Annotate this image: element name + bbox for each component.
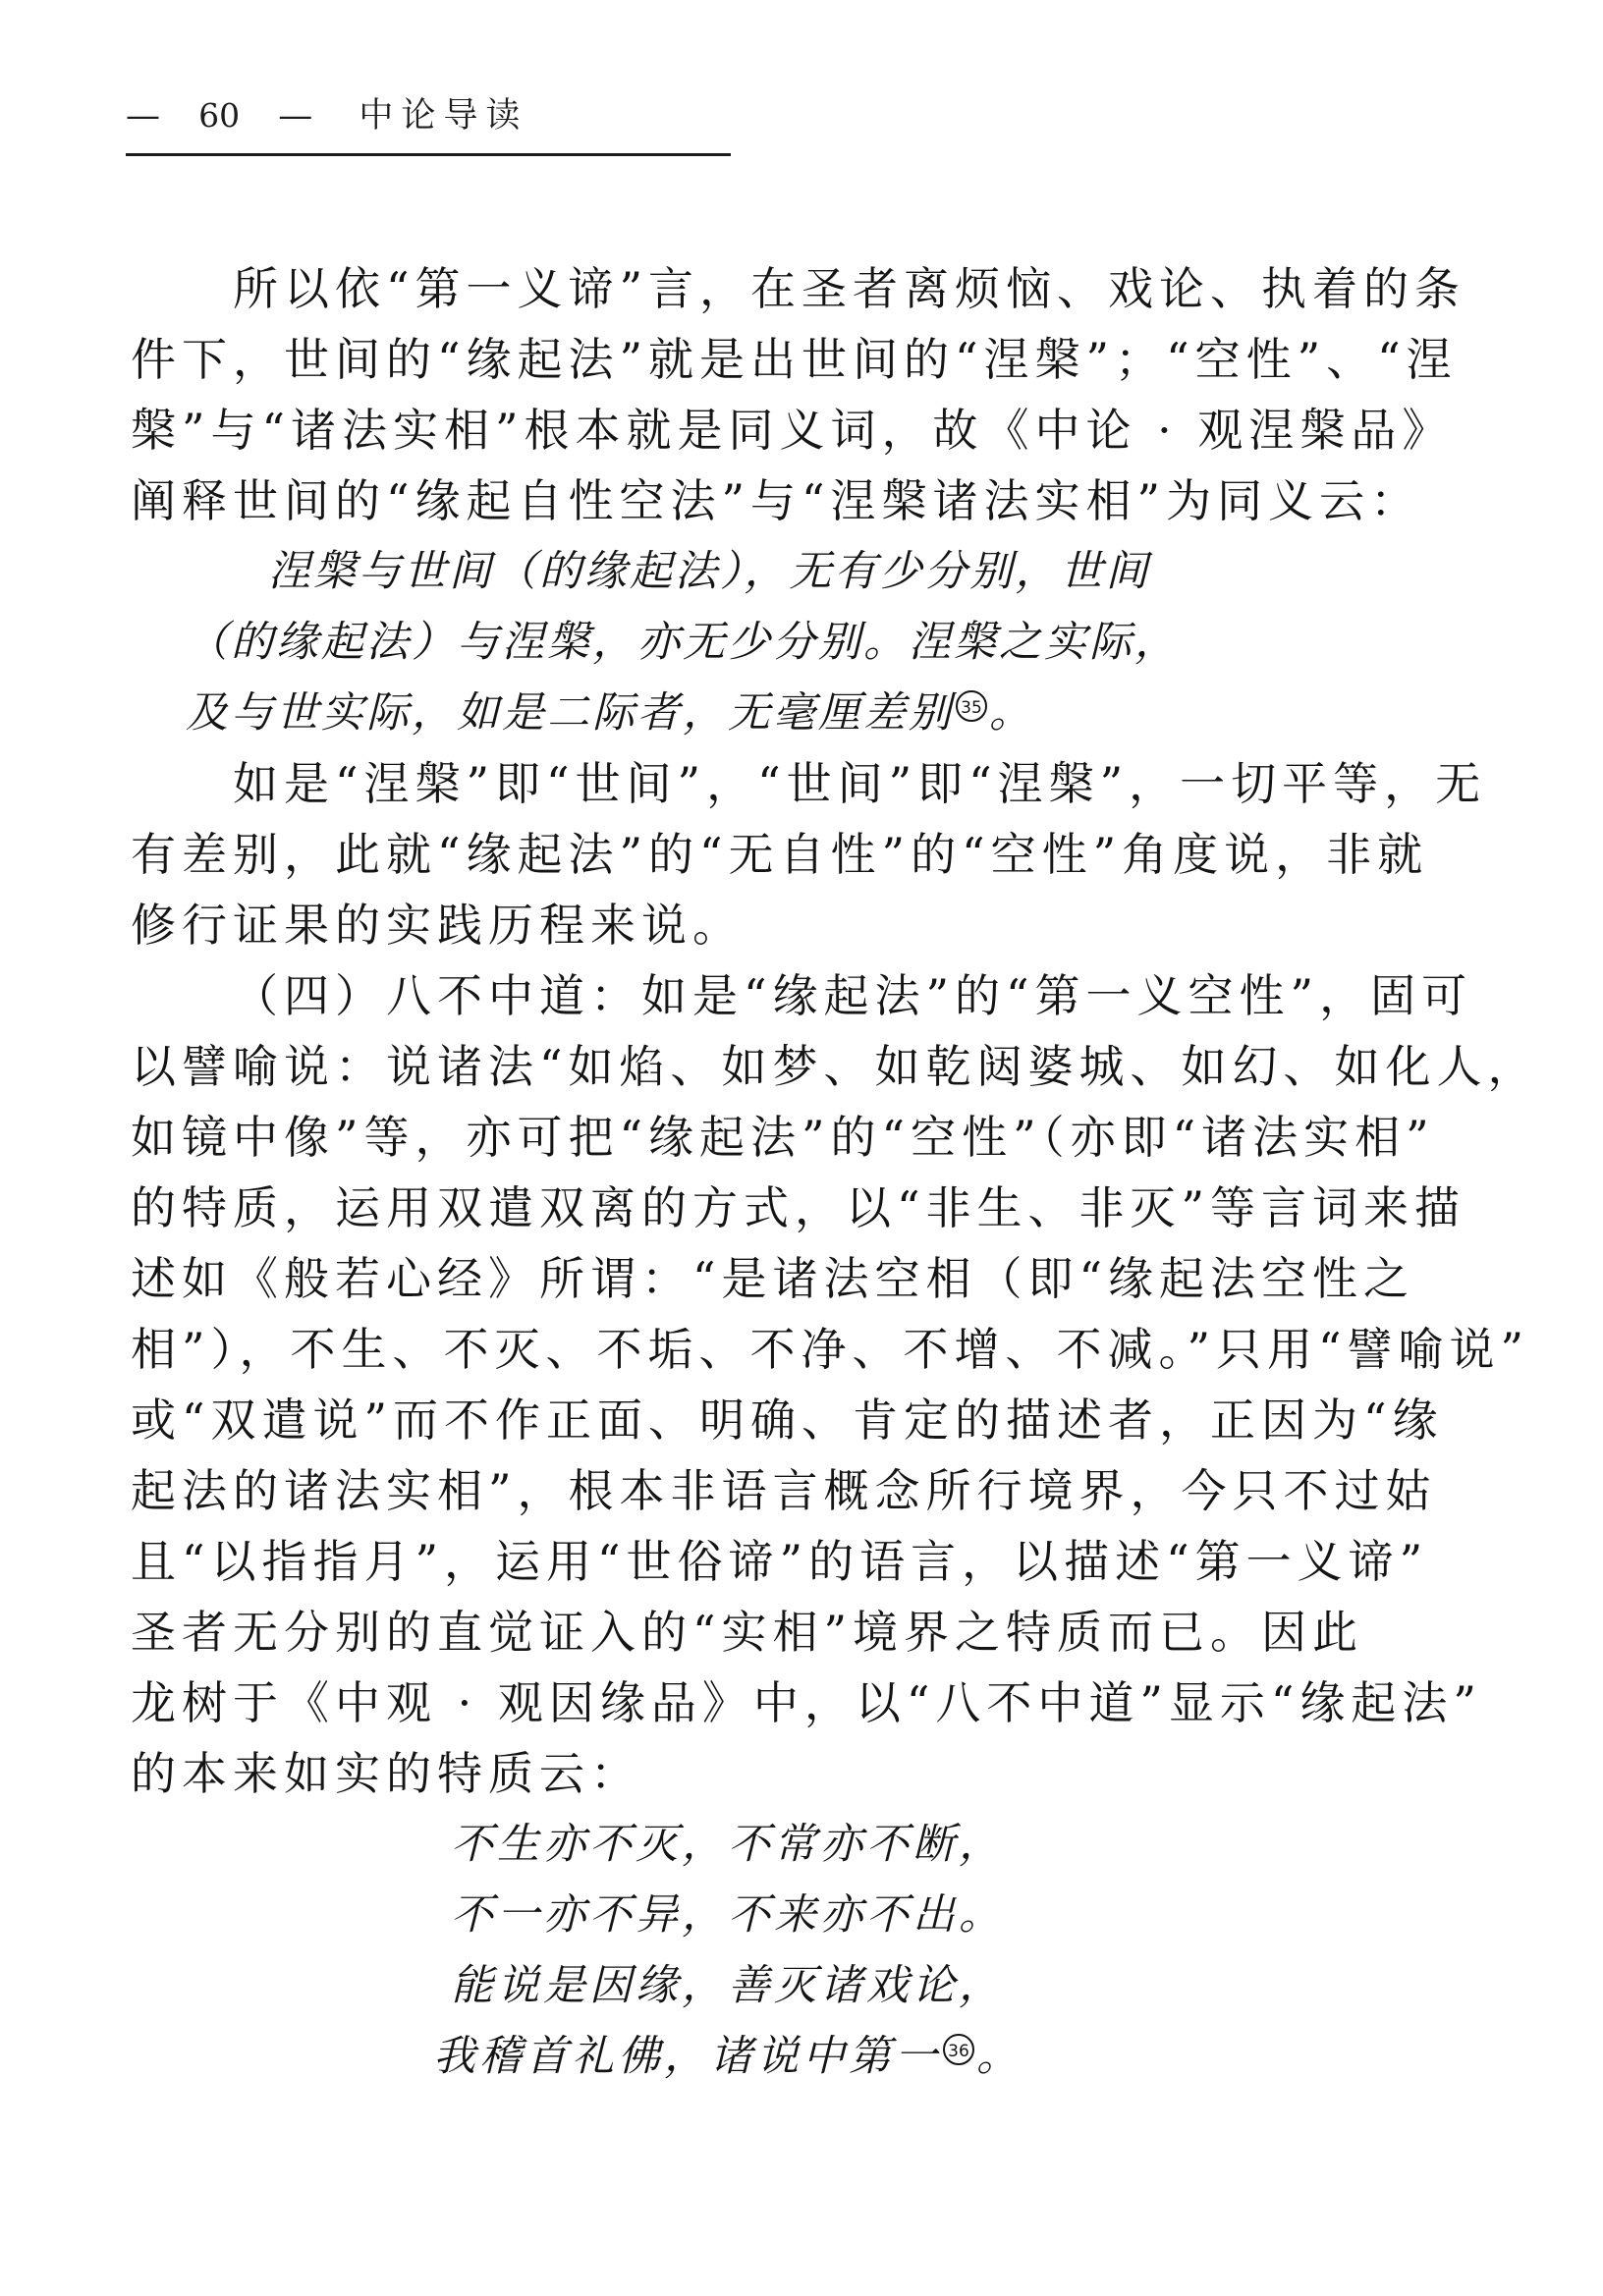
quote-line: （的缘起法）与涅槃，亦无少分别。涅槃之实际，	[186, 618, 1180, 667]
text-line: 的本来如实的特质云：	[131, 1747, 641, 1800]
header-dash-left: —	[126, 96, 160, 136]
text-line: 述如《般若心经》所谓：“是诸法空相（即“缘起法空性之	[131, 1252, 1415, 1305]
quote-line: 涅槃与世间（的缘起法），无有少分别，世间	[268, 547, 1151, 596]
text-line: 或“双遣说”而不作正面、明确、肯定的描述者，正因为“缘	[131, 1394, 1444, 1447]
text-line: 圣者无分别的直觉证入的“实相”境界之特质而已。因此	[131, 1606, 1364, 1659]
page-header	[126, 88, 731, 156]
text-line: 相”），不生、不灭、不垢、不净、不增、不减。”只用“譬喻说”	[131, 1323, 1530, 1376]
text-line: 龙树于《中观 · 观因缘品》中，以“八不中道”显示“缘起法”	[131, 1676, 1482, 1729]
text-line: 如是“涅槃”即“世间”，“世间”即“涅槃”，一切平等，无	[233, 757, 1487, 810]
text-line: 以譬喻说：说诸法“如焰、如梦、如乾闼婆城、如幻、如化人，	[131, 1040, 1539, 1093]
footnote-marker-35: 35	[956, 690, 987, 722]
text-line: 且“以指指月”，运用“世俗谛”的语言，以描述“第一义谛”	[131, 1535, 1429, 1588]
verse-line: 能说是因缘，善灭诸戏论，	[451, 1961, 1005, 2010]
text-line: 起法的诸法实相”，根本非语言概念所行境界，今只不过姑	[131, 1464, 1437, 1517]
book-title: 中论导读	[359, 96, 528, 136]
text-line: 修行证果的实践历程来说。	[131, 899, 744, 952]
footnote-marker-36: 36	[943, 2034, 974, 2065]
quote-line	[131, 678, 1496, 748]
text-line: 的特质，运用双遣双离的方式，以“非生、非灭”等言词来描	[131, 1181, 1466, 1234]
verse-line: 不生亦不灭，不常亦不断，	[451, 1820, 1005, 1869]
verse-line	[131, 2021, 1496, 2092]
text-line: 有差别，此就“缘起法”的“无自性”的“空性”角度说，非就	[131, 828, 1429, 881]
text-line: 所以依“第一义谛”言，在圣者离烦恼、戏论、执着的条	[233, 262, 1466, 315]
verse-line: 不一亦不异，不来亦不出。	[451, 1890, 1005, 1940]
text-line: 槃”与“诸法实相”根本就是同义词，故《中论 · 观涅槃品》	[131, 404, 1454, 457]
quote-text: 及与世实际，如是二际者，无毫厘差别	[186, 688, 954, 738]
quote-period: 。	[989, 688, 1034, 738]
header-dash-right: —	[278, 96, 313, 136]
text-line: （四）八不中道：如是“缘起法”的“第一义空性”，固可	[233, 969, 1473, 1022]
text-line: 如镜中像”等，亦可把“缘起法”的“空性”（亦即“诸法实相”	[131, 1111, 1435, 1164]
verse-text: 我稽首礼佛，诸说中第一	[433, 2032, 941, 2081]
text-line: 件下，世间的“缘起法”就是出世间的“涅槃”；“空性”、“涅	[131, 333, 1458, 386]
page-body	[131, 253, 1539, 2092]
text-line: 阐释世间的“缘起自性空法”与“涅槃诸法实相”为同义云：	[131, 474, 1422, 527]
verse-period: 。	[976, 2032, 1023, 2081]
page-number: 60	[198, 96, 241, 135]
